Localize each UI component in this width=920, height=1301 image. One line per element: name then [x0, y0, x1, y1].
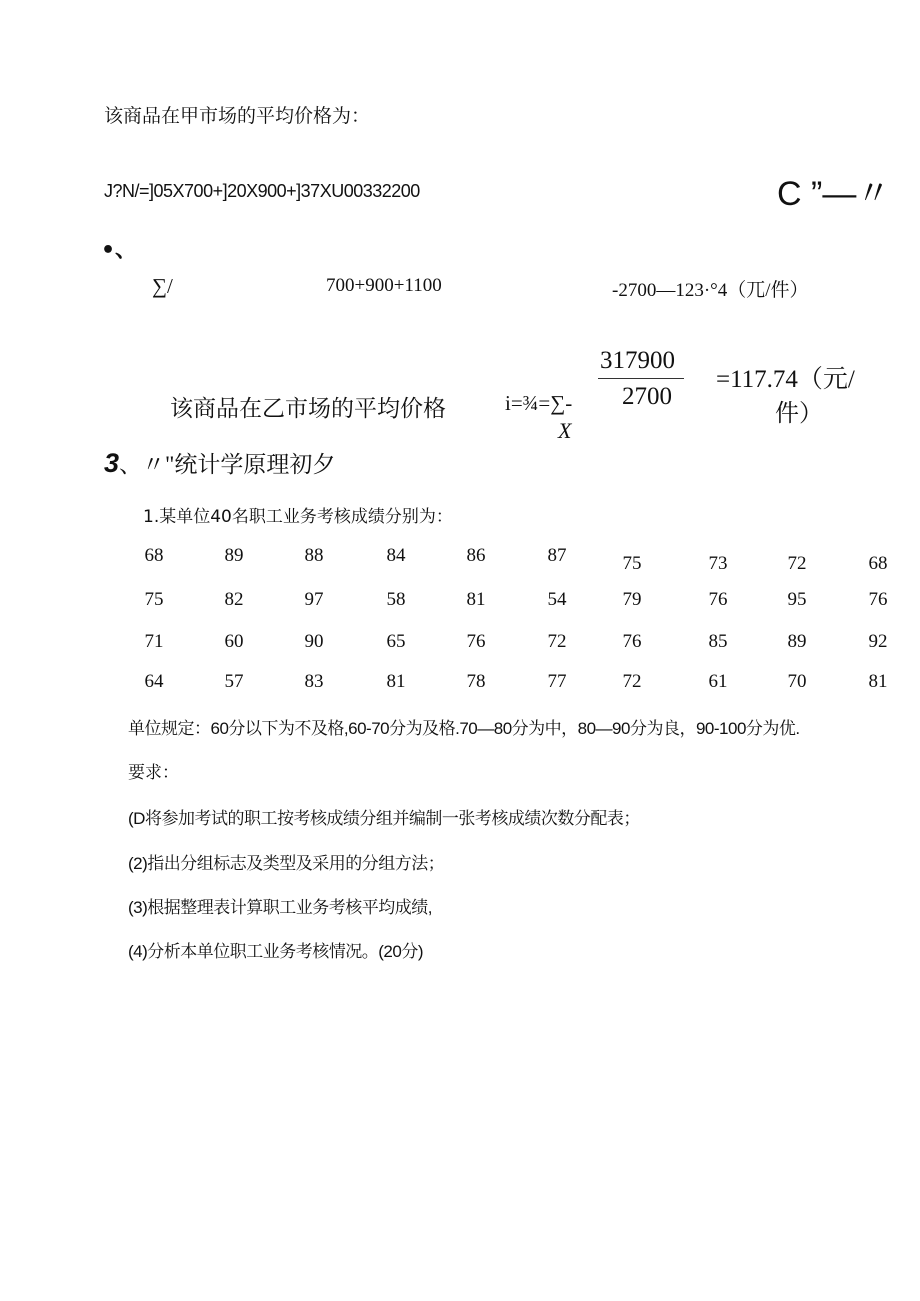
formula-market-a: J?N/=]05X700+]20X900+]37XU00332200 [104, 181, 420, 201]
formula-result-b: =117.74（元/ [716, 366, 855, 393]
score-cell: 58 [386, 589, 406, 610]
score-cell: 65 [386, 631, 406, 652]
score-cell: 81 [386, 671, 406, 692]
formula-denominator: 700+900+1100 [326, 275, 442, 296]
section-heading [104, 446, 335, 479]
stray-marks: •、 [101, 238, 138, 263]
requirement-4: (4)分析本单位职工业务考核情况。(20分) [128, 942, 424, 961]
formula-result-a: -2700—123·°4（兀/件） [612, 280, 809, 301]
requirement-2: (2)指出分组标志及类型及采用的分组方法； [128, 854, 445, 873]
score-cell: 76 [708, 589, 728, 610]
score-cell: 70 [787, 671, 807, 692]
score-cell: 57 [224, 671, 244, 692]
fraction-bar [598, 378, 684, 379]
score-cell: 97 [304, 589, 324, 610]
score-cell: 78 [466, 671, 486, 692]
score-cell: 76 [868, 589, 888, 610]
score-cell: 60 [224, 631, 244, 652]
score-cell: 54 [547, 589, 567, 610]
score-cell: 71 [144, 631, 164, 652]
score-cell: 75 [622, 553, 642, 574]
requirement-3: (3)根据整理表计算职工业务考核平均成绩, [128, 898, 432, 917]
score-cell: 95 [787, 589, 807, 610]
score-cell: 61 [708, 671, 728, 692]
section-number: 3 [104, 448, 120, 478]
formula-market-b-eq: i=¾=∑- [505, 391, 573, 415]
score-cell: 76 [466, 631, 486, 652]
paragraph-market-b: 该商品在乙市场的平均价格 [170, 396, 446, 421]
score-cell: 73 [708, 553, 728, 574]
score-cell: 90 [304, 631, 324, 652]
score-cell: 89 [224, 545, 244, 566]
formula-market-a-right: C ”—〃 [777, 175, 891, 213]
score-cell: 76 [622, 631, 642, 652]
score-cell: 68 [868, 553, 888, 574]
fraction-numerator: 317900 [600, 347, 675, 374]
score-cell: 81 [868, 671, 888, 692]
score-cell: 75 [144, 589, 164, 610]
section-title: 、〃"统计学原理初夕 [119, 452, 336, 477]
score-cell: 84 [386, 545, 406, 566]
requirement-label: 要求： [128, 763, 179, 783]
score-cell: 87 [547, 545, 567, 566]
sum-symbol: ∑/ [152, 274, 173, 298]
score-cell: 92 [868, 631, 888, 652]
score-cell: 83 [304, 671, 324, 692]
score-cell: 72 [622, 671, 642, 692]
score-cell: 72 [547, 631, 567, 652]
formula-result-b-unit: 件） [775, 401, 823, 427]
score-cell: 89 [787, 631, 807, 652]
paragraph-market-a-intro: 该商品在甲市场的平均价格为： [104, 105, 371, 127]
score-cell: 85 [708, 631, 728, 652]
score-cell: 77 [547, 671, 567, 692]
score-cell: 86 [466, 545, 486, 566]
requirement-1: (D将参加考试的职工按考核成绩分组并编制一张考核成绩次数分配表； [128, 809, 640, 828]
score-cell: 79 [622, 589, 642, 610]
score-cell: 64 [144, 671, 164, 692]
grading-rule: 单位规定：60分以下为不及格,60-70分为及格.70—80分为中，80—90分为良，90-100分为优. [128, 719, 800, 738]
variable-x: X [558, 418, 572, 443]
score-cell: 68 [144, 545, 164, 566]
score-cell: 82 [224, 589, 244, 610]
question-1: 1.某单位40名职工业务考核成绩分别为： [143, 507, 453, 527]
score-cell: 88 [304, 545, 324, 566]
fraction-denominator: 2700 [622, 383, 672, 410]
score-cell: 81 [466, 589, 486, 610]
score-cell: 72 [787, 553, 807, 574]
